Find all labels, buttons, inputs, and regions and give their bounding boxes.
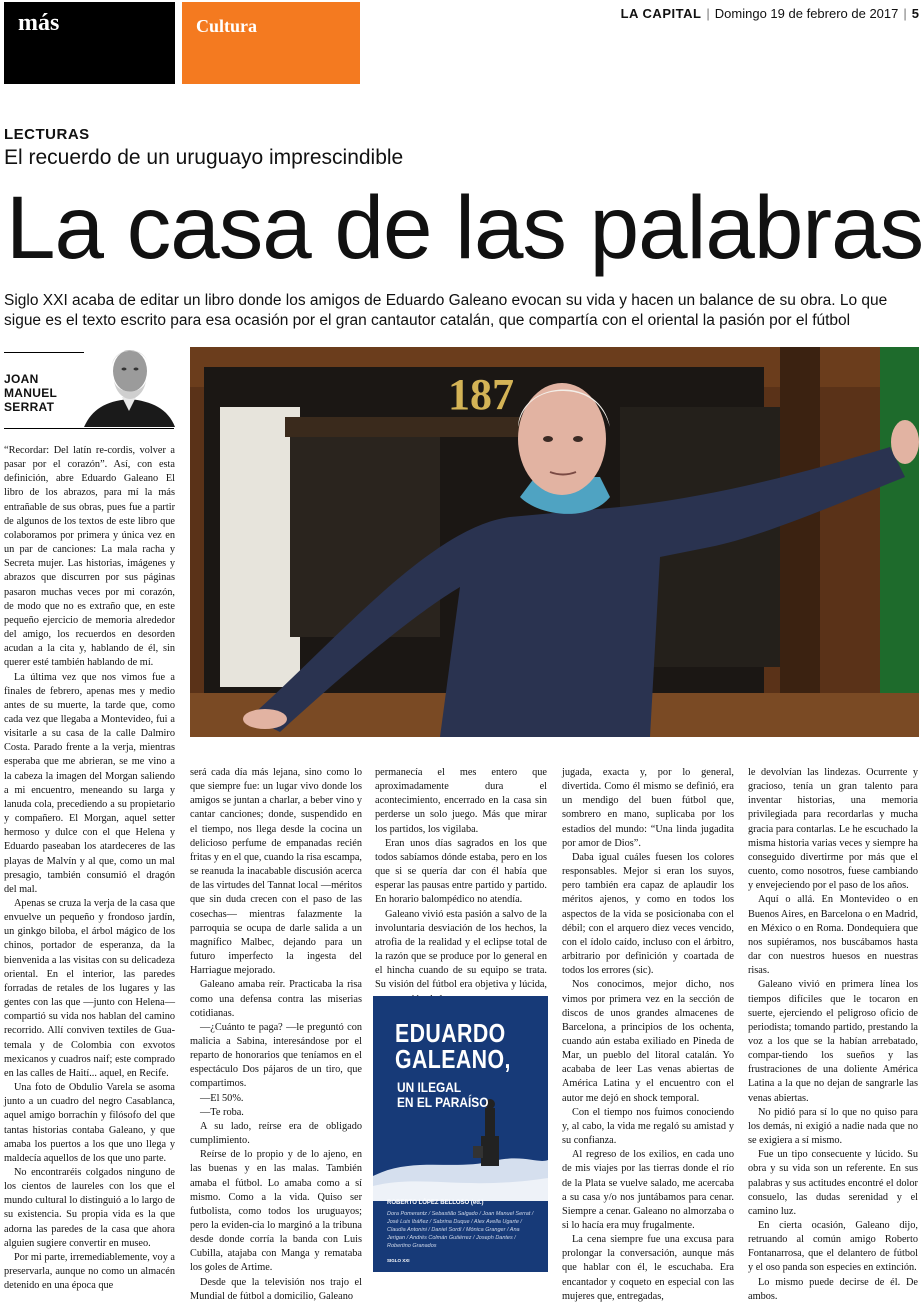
section-tag-mas [4,2,175,84]
paragraph: Apenas se cruza la verja de la casa que envuelve un pequeño y frondoso jardín, un ginkgo biloba, el árbol mágico de los chinos, portador de esperanza, da la bienvenida a las visitas con su delicadeza oriental. En el interior, las paredes forradas de retales de los lugares y las gentes con las que —junto con Helena— compartió su vida nos hablan del camino recorrido. Allí conviven textiles de Gua-temala y de Colombia con exvotos mexicanos y cuadros naif; este comprado en las calles de Haití... aquel, en Recife. [4,898,175,1079]
column-5 [748,766,918,1304]
paragraph: —Te roba. [200,1106,244,1118]
paragraph: Desde que la televisión nos trajo el Mundial de fútbol a domicilio, Galeano [190,1276,362,1302]
book-title [395,1020,511,1072]
column-2 [190,766,362,1304]
book-subtitle [397,1080,488,1110]
publication-name: LA CAPITAL [620,6,702,21]
book-editor: ROBERTO LÓPEZ BELLOSO (ed.) [387,1200,484,1206]
paragraph: La última vez que nos vimos fue a finales de febrero, apenas mes y medio antes de su muerte, la tarde que, como cada vez que llegaba a Montevideo, fui a visitarle a su casa de la calle Dalmiro Costa. Parado frente a la verja, mientras esperaba que me abrieran, se me vino a la cabeza la imagen del Morgan saliendo a mi encuentro, meneando su larga y lanuda cola, precediendo a su propietario y compañero. El Morgan, aquel setter hermoso y dulce con el que Helena y Eduardo paseaban los atardeceres de las playas de Malvín y al que, como un mal presagio, también consumió el dragón del mal. [4,671,175,895]
paragraph: Eran unos días sagrados en los que todos sabíamos dónde estaba, pero en los que si se quería dar con él había que esperar las pausas entre partido y partido. En horario balompédico no atendía. [375,837,547,906]
subsection-label: Cultura [196,16,258,36]
paragraph: Nos conocimos, mejor dicho, nos vimos por primera vez en la sección de discos de unos grandes almacenes de Barcelona, a principios de los ochenta, cuando aún estaba exiliado en Pineda de Mar, un pueblo del litoral catalán. Yo acababa de leer Las venas abiertas de América Latina y el encuentro con el autor me dejó en shock temporal. [562,979,734,1104]
paragraph: No pidió para sí lo que no quiso para los demás, ni exigió a nadie nada que no se exigiera a sí mismo. [748,1106,918,1147]
masthead [621,6,919,21]
kicker: LECTURAS [4,126,90,143]
book-subtitle-line: UN ILEGAL [397,1079,462,1095]
paragraph: Galeano amaba reír. Practicaba la risa como una defensa contra las miserias cotidianas. [190,979,362,1019]
paragraph: Lo mismo puede decirse de él. De ambos. [748,1276,918,1302]
author-byline: JOAN MANUEL SERRAT [4,372,57,414]
paragraph: La cena siempre fue una excusa para prolongar la conversación, aunque más que hablar con él, le escuchaba. Era encantador y coqueto en especial con las mujeres que, entregadas, [562,1234,734,1302]
column-1 [4,444,175,1293]
paragraph: —¿Cuánto te paga? —le preguntó con malicia a Sabina, interesándose por el reparto de honorarios que teníamos en el espectáculo Dos pájaros de un tiro, que compartimos. [190,1021,362,1090]
paragraph: Reírse de lo propio y de lo ajeno, en las buenas y en las malas. También amaba el fútbol. Lo amaba como a sí mismo. Como a la vida. Quiso ser futbolista, como todos los uruguayos; pero la eviden-cia lo marginó a la tribuna desde donde corría la banda con Luis Cubilla, atajaba con Manga y remataba los goles de Artime. [190,1149,362,1274]
book-publisher: SIGLO XXI [387,1258,410,1263]
book-subtitle-line: EN EL PARAÍSO [397,1094,489,1110]
article-lead: Siglo XXI acaba de editar un libro donde los amigos de Eduardo Galeano evocan su vida y hacen un balance de su obra. Lo que sigue es el texto escrito para esa ocasión por el gran cantautor catalán, que compartía con el oriental la pasión por el fútbol [4,292,888,329]
paragraph: Aquí o allá. En Montevideo o en Buenos Aires, en Barcelona o en Madrid, en México o en Roma. Dondequiera que nos supiéramos, nos buscábamos hasta dar con nuestros huesos en nuestras risas. [748,894,918,977]
paragraph: A su lado, reírse era de obligado cumplimiento. [190,1120,362,1147]
sign-number: 187 [448,370,514,419]
paragraph: No encontraréis colgados ninguno de los cientos de laureles con los que el mundo cultural lo distinguió a lo largo de su existencia. Su propia vida es la que adorna las paredes de la casa que ahora alguien sugiere convertir en museo. [4,1166,175,1249]
page-number: 5 [911,6,919,21]
divider [4,428,174,429]
paragraph: “Recordar: Del latín re-cordis, volver a pasar por el corazón”. Así, con esta definición, abre Eduardo Galeano El libro de los abrazos, para mí la más entrañable de sus obras, pues fue a partir de algunos de los textos de este libro que colaboramos por primera y única vez en un par de canciones: La mala racha y Secreta mujer. Las historias, imágenes y abrazos que discurren por sus páginas pasaron muchas veces por mi corazón, de modo que no es extraño que, en este pequeño ejercicio de memoria alrededor del amigo, los recuerdos en desorden acudan a la cita y, hablando de él, sin querer esté también hablando de mí. [4,445,175,669]
book-contributors: Dora Pomerantz / Sebastião Salgado / Joan Manuel Serrat / José Luis Ibáñez / Sabrina Duque / Alex Avella Ugarte / Claudia Antonini / Daniel Sordi / Mónica Granger / Ana Jerigan / Andrés Colmán Gutiérrez / Joseph Dantes / Robertino Granados [387,1211,534,1249]
paragraph: jugada, exacta y, por lo general, divertida. Como él mismo se definió, era un mendigo del buen fútbol que, sombrero en mano, suplicaba por los estadios del mundo: “Una linda jugadita por amor de Dios”. [562,767,734,849]
book-cover [373,996,548,1272]
issue-date: Domingo 19 de febrero de 2017 [714,6,899,21]
article-headline: La casa de las palabras [6,177,923,277]
book-title-line: EDUARDO [395,1018,506,1048]
paragraph: —El 50%. [200,1092,244,1104]
paragraph: Por mi parte, irremediablemente, voy a preservarla, aunque no como un almacén detenido en una época que [4,1251,175,1292]
paragraph: Al regreso de los exilios, en cada uno de mis viajes por las tierras donde el río de la Plata se vuelve salado, me acercaba a su casa y/o nos juntábamos para cenar. Siempre a cenar. Galeano no almorzaba o si lo hacía era muy frugalmente. [562,1149,734,1231]
paragraph: Galeano vivió en primera línea los tiempos difíciles que le tocaron en suerte, ejerciendo el peligroso oficio de periodista; tomando partido, prestando la voz a los que se la habían arrebatado, compar-tiendo los sueños y las frustraciones de una doliente América Latina a la que no dejan de sangrarle las venas abiertas. [748,979,918,1104]
section-tag-cultura [182,2,360,84]
book-title-line: GALEANO, [395,1044,511,1074]
column-4 [562,766,734,1304]
paragraph: permanecía el mes entero que aproximadamente dura el acontecimiento, encerrado en la casa sin perderse un solo juego. Más que mirar los partidos, los vigilaba. [375,767,547,835]
paragraph: Fue un tipo consecuente y lúcido. Su obra y su vida son un referente. En sus palabras y sus actitudes encontré el dolor consuelo, las dudas serenidad y el camino luz. [748,1149,918,1217]
paragraph: En cierta ocasión, Galeano dijo, retruando al común amigo Roberto Fontanarrosa, que el delantero de fútbol y el oso panda son especies en extinción. [748,1220,918,1274]
author-portrait [84,337,175,427]
paragraph: será cada día más lejana, sino como lo que siempre fue: un lugar vivo donde los amigos se juntan a charlar, a beber vino y cantar canciones; donde, suspendido en el tiempo, nos llega desde la cocina un delicioso perfume de empanadas recién fritas y en el que, cuando la risa escampa, se reanuda la inacabable discusión acerca de las virtudes del Tannat local —méritos que sin duda crecen con el paso de las cosechas— mientras falazmente la parroquia se ocupa de darle salida a un magnífico Malbec, dejando para un futuro imperfecto la ingesta del Harriague mejorado. [190,767,362,977]
masthead-divider: | [706,6,710,21]
article-subtitle: El recuerdo de un uruguayo imprescindible [4,146,404,169]
column-3 [375,766,547,1007]
paragraph: le devolvían las lindezas. Ocurrente y gracioso, tenía un gran talento para inventar historias, una memoria privilegiada para recordarlas y mucha gracia para contarlas. Le he escuchado la misma historia varias veces y siempre ha conseguido divertirme por más que el cuento, como nosotros, fuese cambiando y envejeciendo por el paso de los años. [748,767,918,892]
section-label: más [18,10,60,36]
paragraph: Una foto de Obdulio Varela se asoma junto a un cuadro del negro Casablanca, aquel amigo borrachín y filósofo del que tantas historias contaba Galeano, y que amaba los puertos a los que uno llega y maldecía aquellos de los que uno parte. [4,1082,175,1164]
galeano-photo [190,347,919,737]
masthead-divider: | [903,6,907,21]
paragraph: Daba igual cuáles fuesen los colores responsables. Mejor si eran los suyos, pero también era capaz de aplaudir los méritos ajenos, y como en todos los aspectos de la vida se posicionaba con el débil; con el arquero diez veces vencido, con el ídolo caído, incluso con el árbitro, arbitrario por definición y coartada de todos los errores (sic). [562,851,734,977]
paragraph: Con el tiempo nos fuimos conociendo y, al cabo, la vida me regaló su amistad y su confianza. [562,1106,734,1147]
paragraph: Galeano vivió esta pasión a salvo de la involuntaria desviación de los hechos, la atrofia de la realidad y el eclipse total de la razón que se produce por lo general en el hincha cuando de su equipo se trata. Su visión del fútbol era objetiva y lúcida, [375,908,547,991]
